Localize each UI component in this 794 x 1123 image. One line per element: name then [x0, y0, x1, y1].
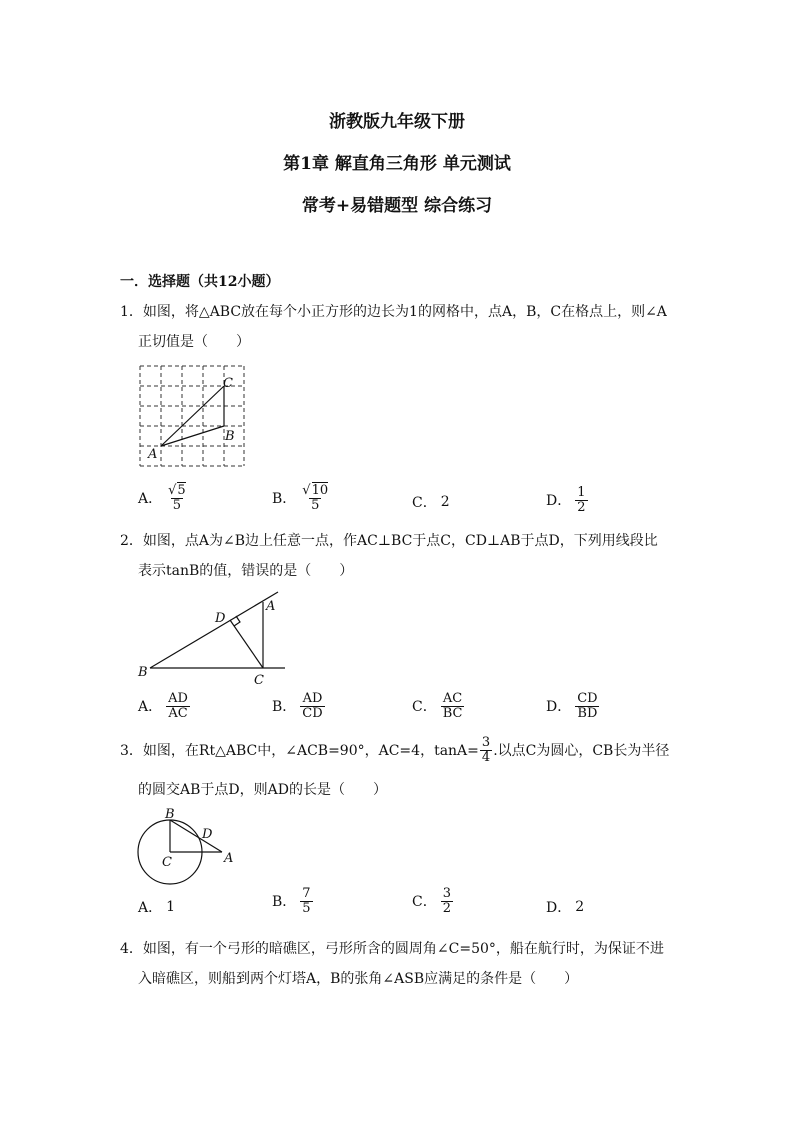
q2-option-c[interactable] [412, 692, 464, 720]
q2-option-c-den: BC [442, 705, 463, 721]
q2-label-b: B [138, 665, 148, 680]
section-title: 一．选择题（共12小题） [120, 274, 280, 290]
q1-option-c-value: 2 [440, 494, 450, 510]
q1-option-d-num: 1 [577, 485, 586, 500]
q3-option-b-label: B． [272, 894, 297, 911]
q4-line1: 如图，有一个弓形的暗礁区，弓形所含的圆周角∠C=50°，船在航行时，为保证不进 [142, 941, 664, 957]
q2-option-a-label: A． [138, 699, 163, 716]
q2-option-c-label: C． [412, 699, 437, 716]
q2-number: 2． [120, 533, 143, 549]
q1-option-c-label: C． [412, 495, 437, 511]
q3-option-a-value: 1 [166, 899, 176, 915]
q2-option-d-num: CD [577, 691, 598, 706]
q1-label-c: C [223, 376, 233, 391]
q1-line2: 正切值是（ ） [138, 334, 250, 350]
q3-option-d[interactable] [546, 897, 584, 917]
q1-option-a-root: 5 [177, 483, 186, 498]
doc-title-line3: 常考+易错题型 综合练习 [301, 196, 493, 216]
q3-label-d: D [202, 827, 213, 842]
q3-option-c[interactable] [412, 887, 453, 915]
q3-option-a-label: A． [138, 900, 163, 916]
doc-title-line1: 浙教版九年级下册 [329, 112, 465, 132]
q1-option-d[interactable] [546, 486, 588, 514]
q1-option-c[interactable] [412, 492, 450, 512]
q3-label-c: C [162, 855, 172, 870]
q1-figure-grid [130, 360, 260, 475]
q4-number: 4． [120, 941, 143, 957]
q2-text [120, 530, 658, 550]
q2-option-b-label: B． [272, 699, 297, 716]
q1-option-b-den: 5 [311, 497, 320, 513]
q2-option-a-den: AC [168, 705, 188, 721]
q1-option-b-label: B． [272, 491, 297, 508]
q3-option-c-label: C． [412, 894, 437, 911]
q4-line2: 入暗礁区，则船到两个灯塔A，B的张角∠ASB应满足的条件是（ ） [138, 971, 579, 987]
q2-option-b[interactable] [272, 692, 325, 720]
q2-option-a[interactable] [138, 692, 190, 720]
q3-option-d-label: D． [546, 900, 572, 916]
q3-option-b[interactable] [272, 887, 313, 915]
doc-title-line2: 第1章 解直角三角形 单元测试 [283, 154, 511, 174]
q1-option-d-label: D． [546, 493, 572, 510]
q2-label-c: C [254, 673, 264, 688]
q3-option-b-den: 5 [302, 900, 311, 916]
q2-figure [130, 588, 290, 688]
q3-tan-num: 3 [481, 735, 491, 750]
q3-option-d-value: 2 [575, 899, 585, 915]
q3-option-c-den: 2 [442, 900, 451, 916]
q3-line2: 的圆交AB于点D，则AD的长是（ ） [138, 782, 387, 798]
q1-option-a-label: A． [138, 491, 163, 508]
q3-label-b: B [165, 807, 175, 822]
q3-line1-pre: 如图，在Rt△ABC中，∠ACB=90°，AC=4，tanA= [142, 743, 479, 760]
q1-number: 1． [120, 304, 143, 320]
q2-label-d: D [215, 611, 226, 626]
q2-option-d-den: BD [577, 705, 598, 721]
q3-option-b-num: 7 [302, 886, 311, 901]
q2-option-b-den: CD [302, 705, 323, 721]
q2-option-d[interactable] [546, 692, 600, 720]
q3-text [120, 736, 669, 764]
q3-label-a: A [224, 851, 234, 866]
q2-option-a-num: AD [168, 691, 188, 706]
q3-line1-post: .以点C为圆心，CB长为半径 [493, 743, 670, 760]
q2-line1: 如图，点A为∠B边上任意一点，作AC⊥BC于点C，CD⊥AB于点D，下列用线段比 [142, 533, 658, 549]
q1-label-b: B [225, 429, 235, 444]
q2-option-b-num: AD [302, 691, 323, 706]
q1-option-b[interactable]: B． $\frac{√10}{5}$ [272, 483, 329, 513]
q3-number: 3． [120, 743, 143, 760]
q1-option-a-den: 5 [172, 497, 182, 513]
q3-figure [130, 802, 240, 887]
q1-text [120, 301, 667, 321]
q2-line2: 表示tanB的值，错误的是（ ） [138, 563, 354, 579]
q3-option-a[interactable] [138, 897, 175, 917]
q1-option-b-root: 10 [311, 483, 329, 498]
q2-option-c-num: AC [442, 691, 463, 706]
q1-option-a[interactable]: A． $\frac{√5}{5}$ [138, 483, 186, 513]
q2-option-d-label: D． [546, 699, 572, 716]
q4-text [120, 938, 664, 958]
q3-tan-den: 4 [481, 749, 491, 765]
q1-label-a: A [148, 447, 158, 462]
q3-option-c-num: 3 [442, 886, 451, 901]
q1-option-d-den: 2 [577, 499, 586, 515]
q2-label-a: A [266, 599, 276, 614]
q1-line1: 如图，将△ABC放在每个小正方形的边长为1的网格中，点A，B，C在格点上，则∠A [142, 304, 667, 320]
q1-triangle [161, 386, 224, 446]
